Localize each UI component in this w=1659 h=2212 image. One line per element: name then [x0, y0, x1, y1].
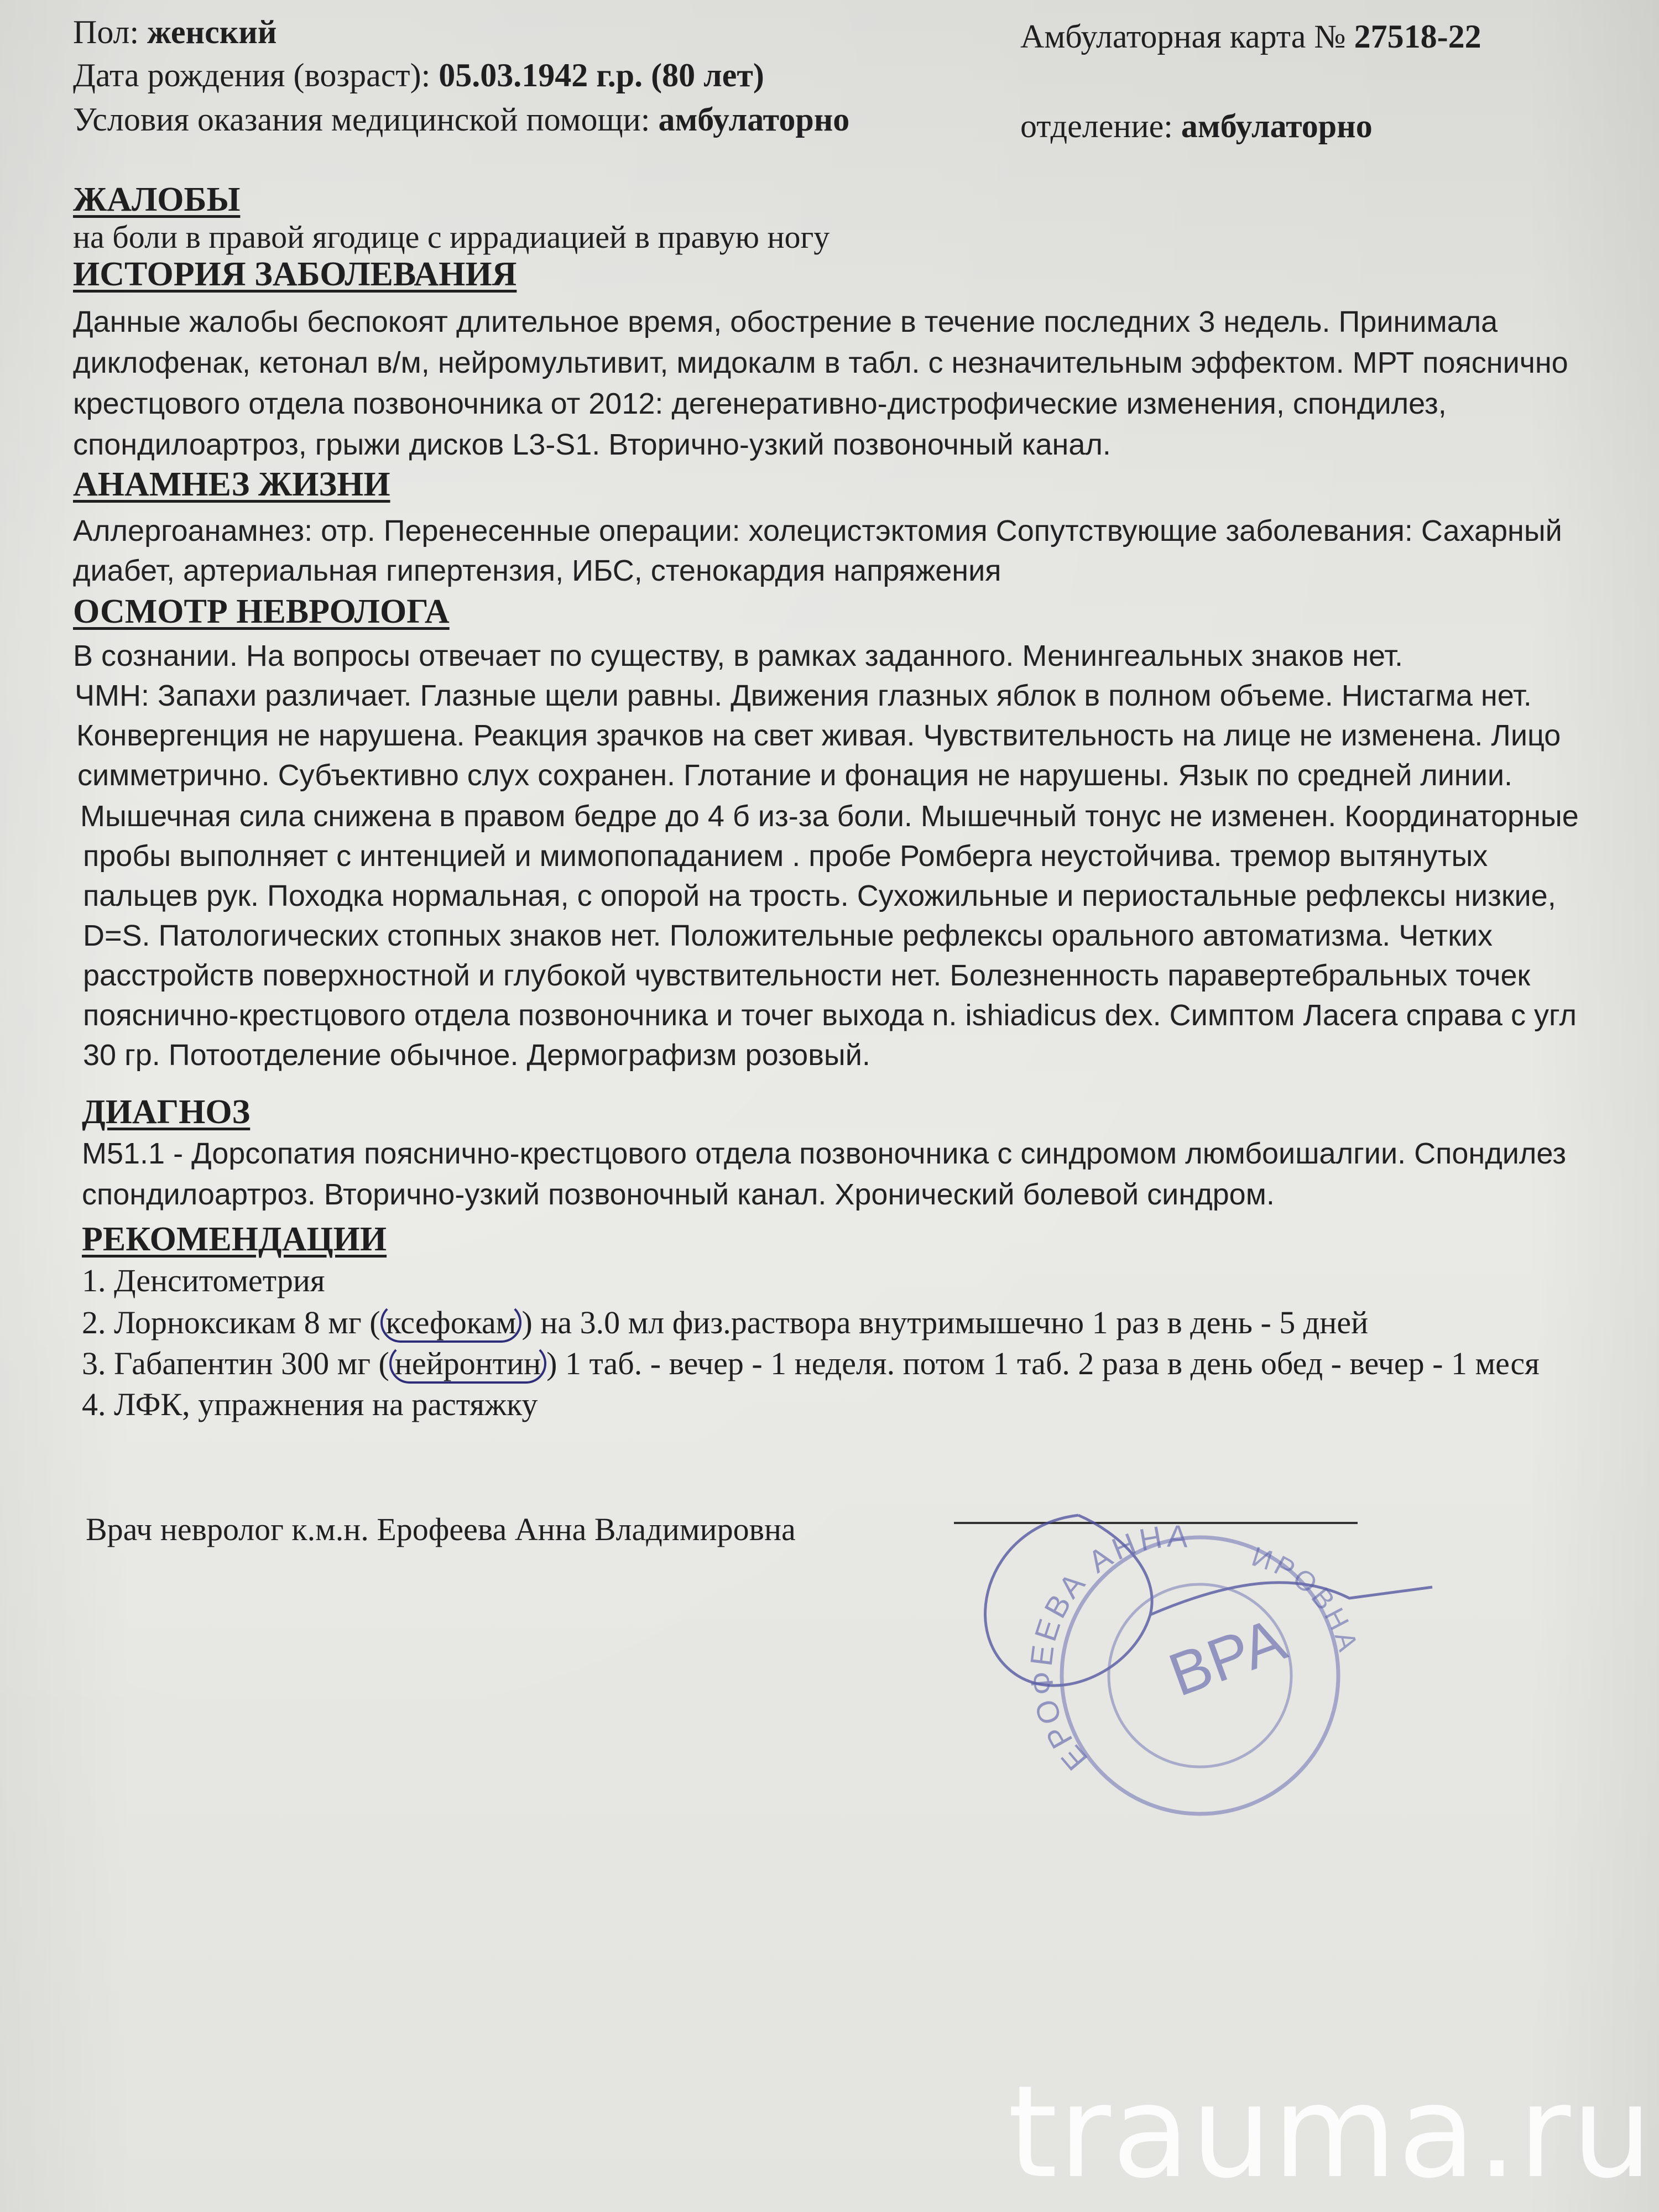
stamp-text-arc: ЕРОФЕЕВА АННА	[1023, 1518, 1192, 1777]
exam-heading: ОСМОТР НЕВРОЛОГА	[73, 593, 450, 630]
department-value: амбулаторно	[1181, 108, 1373, 144]
anamnesis-heading: АНАМНЕЗ ЖИЗНИ	[73, 466, 390, 503]
card-line	[1020, 17, 1481, 56]
exam-line: пальцев рук. Походка нормальная, с опорой на трость. Сухожильные и периостальные рефлексы низкие,	[83, 879, 1556, 912]
sex-label: Пол:	[73, 14, 139, 50]
circled-drug-name: нейронтин	[389, 1343, 546, 1384]
diagnosis-line: М51.1 - Дорсопатия пояснично-крестцового отдела позвоночника с синдромом люмбоишалгии. Спондилез	[82, 1137, 1566, 1170]
dob-label: Дата рождения (возраст):	[73, 57, 431, 93]
exam-line: ЧМН: Запахи различает. Глазные щели равны. Движения глазных яблок в полном объеме. Нистагма нет.	[75, 679, 1532, 712]
doctor-stamp	[951, 1493, 1438, 1825]
history-line: диклофенак, кетонал в/м, нейромультивит, мидокалм в табл. с незначительным эффектом. МРТ пояснично	[73, 346, 1568, 379]
recommendation-item	[82, 1344, 1540, 1384]
watermark: trauma.ru	[1008, 2059, 1653, 2206]
exam-line: симметрично. Субъективно слух сохранен. Глотание и фонация не нарушены. Язык по средней линии.	[77, 759, 1513, 792]
recommendation-item: 4. ЛФК, упражнения на растяжку	[82, 1386, 538, 1422]
sex-value: женский	[147, 14, 277, 50]
diagnosis-heading: ДИАГНОЗ	[82, 1093, 251, 1131]
exam-line: 30 гр. Потоотделение обычное. Дермографизм розовый.	[83, 1039, 870, 1072]
recommendation-item: 1. Денситометрия	[82, 1262, 325, 1298]
history-heading: ИСТОРИЯ ЗАБОЛЕВАНИЯ	[73, 255, 517, 293]
stamp-center-text: ВРА	[1160, 1605, 1295, 1710]
diagnosis-line: спондилоартроз. Вторично-узкий позвоночный канал. Хронический болевой синдром.	[82, 1178, 1275, 1211]
conditions-label: Условия оказания медицинской помощи:	[73, 101, 650, 138]
dob-value: 05.03.1942 г.р. (80 лет)	[439, 57, 764, 93]
conditions-value: амбулаторно	[658, 101, 850, 138]
stamp-text-arc: ИРОВНА	[1248, 1541, 1365, 1658]
exam-line: Конвергенция не нарушена. Реакция зрачков на свет живая. Чувствительность на лице не изменена. Лицо	[76, 719, 1561, 752]
history-line: крестцового отдела позвоночника от 2012: дегенеративно-дистрофические изменения, спондилез,	[73, 387, 1447, 420]
dob-line	[73, 55, 764, 95]
department-label: отделение:	[1020, 108, 1173, 144]
card-number: 27518-22	[1354, 18, 1481, 55]
anamnesis-line: диабет, артериальная гипертензия, ИБС, стенокардия напряжения	[73, 554, 1001, 587]
recommendation-text: ) 1 таб. - вечер - 1 неделя. потом 1 таб. 2 раза в день обед - вечер - 1 меся	[546, 1345, 1540, 1381]
card-label: Амбулаторная карта №	[1020, 18, 1346, 55]
department-line	[1020, 106, 1373, 146]
exam-line: Мышечная сила снижена в правом бедре до 4 б из-за боли. Мышечный тонус не изменен. Координаторные	[80, 800, 1579, 833]
recommendation-text: 2. Лорноксикам 8 мг (	[82, 1305, 380, 1340]
complaints-heading: ЖАЛОБЫ	[73, 181, 241, 218]
recommendation-item	[82, 1303, 1368, 1343]
history-line: Данные жалобы беспокоят длительное время, обострение в течение последних 3 недель. Принимала	[73, 305, 1498, 338]
recommendation-text: ) на 3.0 мл физ.раствора внутримышечно 1 раз в день - 5 дней	[521, 1305, 1369, 1340]
exam-line: пояснично-крестцового отдела позвоночника и точег выхода n. ishiadicus dex. Симптом Ласега справа с угл	[83, 999, 1577, 1032]
circled-drug-name: ксефокам	[380, 1302, 522, 1343]
anamnesis-line: Аллергоанамнез: отр. Перенесенные операции: холецистэктомия Сопутствующие заболевания: Сахарный	[73, 514, 1562, 547]
recommendation-text: 3. Габапентин 300 мг (	[82, 1345, 389, 1381]
complaints-text: на боли в правой ягодице с иррадиацией в правую ногу	[73, 219, 830, 255]
conditions-line	[73, 100, 849, 139]
doctor-signature-line: Врач невролог к.м.н. Ерофеева Анна Владимировна	[86, 1511, 796, 1547]
exam-line: пробы выполняет с интенцией и мимопопаданием . пробе Ромберга неустойчива. тремор вытянутых	[83, 839, 1488, 873]
exam-line: расстройств поверхностной и глубокой чувствительности нет. Болезненность паравертебральных точек	[83, 959, 1531, 992]
recommendations-heading: РЕКОМЕНДАЦИИ	[82, 1220, 387, 1258]
exam-line: D=S. Патологических стопных знаков нет. Положительные рефлексы орального автоматизма. Четких	[83, 919, 1493, 952]
exam-line: В сознании. На вопросы отвечает по существу, в рамках заданного. Менингеальных знаков нет.	[73, 639, 1404, 672]
history-line: спондилоартроз, грыжи дисков L3-S1. Вторично-узкий позвоночный канал.	[73, 428, 1111, 461]
sex-line	[73, 12, 276, 52]
